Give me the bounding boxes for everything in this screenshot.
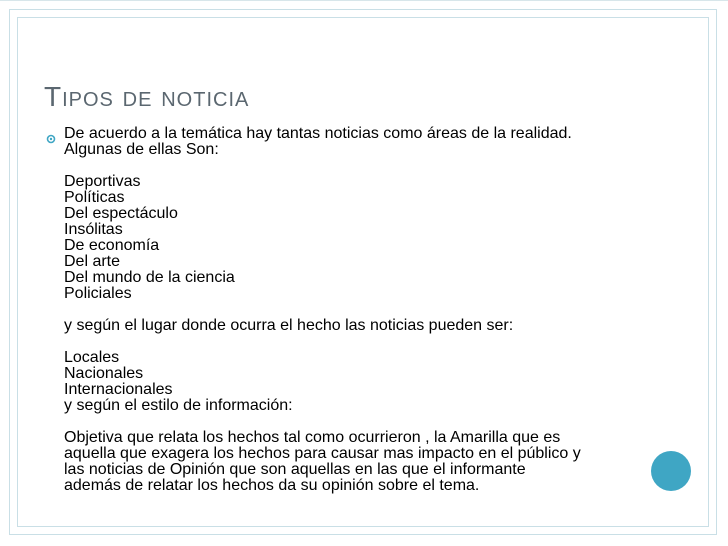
body-line: Objetiva que relata los hechos tal como ocurrieron , la Amarilla que es [64, 429, 561, 446]
body-line: Nacionales [64, 365, 144, 382]
paragraph-gap [64, 158, 654, 174]
paragraph-gap [64, 302, 654, 318]
body-line: Políticas [64, 189, 125, 206]
paragraph-gap [64, 334, 654, 350]
slide-title: Tipos de noticia [44, 81, 250, 112]
body-line: además de relatar los hechos da su opinión sobre el tema. [64, 477, 480, 494]
paragraph-gap [64, 414, 654, 430]
decorative-circle [651, 451, 691, 491]
body-line: Algunas de ellas Son: [64, 141, 219, 158]
body-line: las noticias de Opinión que son aquellas en las que el informante [64, 461, 526, 478]
body-line: Del arte [64, 253, 121, 270]
body-line: y según el estilo de información: [64, 397, 293, 414]
body-line: De acuerdo a la temática hay tantas noticias como áreas de la realidad. [64, 125, 572, 142]
body-line: Locales [64, 349, 120, 366]
body-line: Deportivas [64, 173, 141, 190]
body-line: Del espectáculo [64, 205, 178, 222]
slide-body-text [64, 126, 654, 494]
hollow-circle-bullet-icon [46, 131, 58, 147]
top-border-line [0, 0, 728, 1]
body-line: De economía [64, 237, 160, 254]
body-line: Internacionales [64, 381, 173, 398]
body-line: y según el lugar donde ocurra el hecho las noticias pueden ser: [64, 317, 514, 334]
body-line: Policiales [64, 285, 132, 302]
body-line: Del mundo de la ciencia [64, 269, 235, 286]
body-line: Insólitas [64, 221, 123, 238]
body-line: aquella que exagera los hechos para causar mas impacto en el público y [64, 445, 581, 462]
